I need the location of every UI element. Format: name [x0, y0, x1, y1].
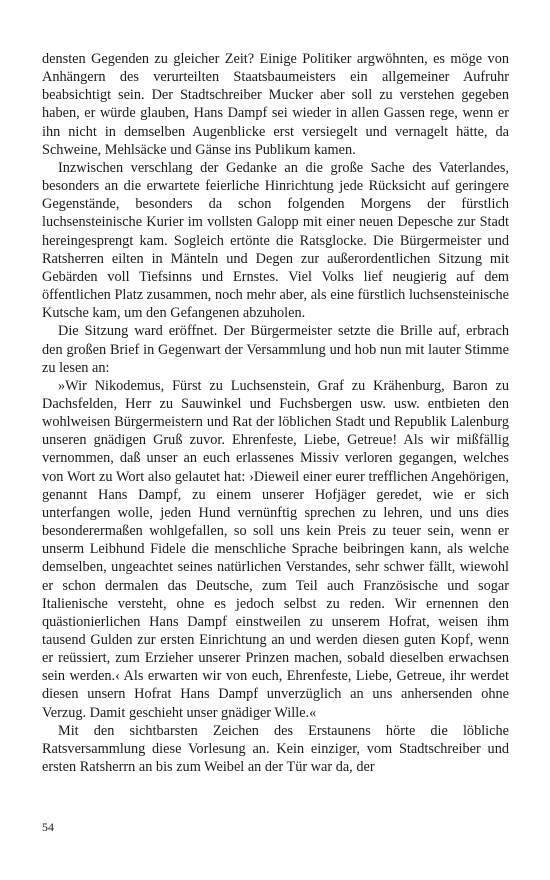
body-text	[42, 50, 509, 776]
paragraph-continuation: densten Gegenden zu gleicher Zeit? Einige Politiker argwöhnten, es möge von Anhängern des verurteilten Staatsbaumeisters ein allgemeiner Aufruhr beabsichtigt sein. Der Stadtschreiber Mucker aber soll zu verstehen gegeben haben, er würde glauben, Hans Dampf sei wieder in allen Gassen rege, wenn er ihn nicht in demselben Augenblicke erst versiegelt und vernagelt hätte, da Schweine, Mehlsäcke und Gänse ins Publikum kamen.	[42, 51, 509, 158]
paragraph-messenger: Inzwischen verschlang der Gedanke an die große Sache des Vaterlandes, besonders an die erwartete feierliche Hinrichtung jede Rücksicht auf geringere Gegenstände, besonders da schon folgenden Morgens der fürstlich luchsensteinische Kurier im vollsten Galopp mit einer neuen Depesche zur Stadt hereingesprengt kam. Sogleich ertönte die Ratsglocke. Die Bürgermeister und Ratsherren eilten in Mänteln und Degen zur außerordentlichen Sitzung mit Gebärden voll Tiefsinns und Ernstes. Viel Volks lief neugierig auf dem öffentlichen Platz zusammen, noch mehr aber, als eine fürstlich luchsensteinische Kutsche kam, um den Gefangenen abzuholen.	[42, 159, 509, 322]
paragraph-astonishment: Mit den sichtbarsten Zeichen des Erstaunens hörte die löbliche Ratsversammlung diese Vorlesung an. Kein einziger, vom Stadtschreiber und ersten Ratsherrn an bis zum Weibel an der Tür war da, der	[42, 722, 509, 776]
paragraph-session-opened: Die Sitzung ward eröffnet. Der Bürgermeister setzte die Brille auf, erbrach den großen Brief in Gegenwart der Versammlung und hob nun mit lauter Stimme zu lesen an:	[42, 323, 509, 376]
page-number: 54	[42, 820, 54, 834]
paragraph-letter: »Wir Nikodemus, Fürst zu Luchsenstein, Graf zu Krähenburg, Baron zu Dachsfelden, Herr zu Sauwinkel und Fuchsbergen usw. usw. entbieten den wohlweisen Bürgermeistern und Rat der löblichen Stadt und Republik Lalenburg unseren gnädigen Gruß zuvor. Ehrenfeste, Liebe, Getreue! Als wir mißfällig vernommen, daß unser an euch erlassenes Missiv verloren gegangen, welches von Wort zu Wort also gelautet hat: ›Dieweil einer eurer trefflichen Angehörigen, genannt Hans Dampf, zu einem unserer Hofjäger geredet, wie er sich unterfangen wolle, jeden Hund vernünftig sprechen zu lehren, und uns dies besonderermaßen wohlgefallen, so soll uns kein Preis zu teuer sein, wenn er unserm Leibhund Fidele die menschliche Sprache beibringen kann, als welche demselben, ungeachtet seines natürlichen Verstandes, sehr schwer fällt, wiewohl er schon dermalen das Deutsche, zum Teil auch Französische und sogar Italienische versteht, ohne es jedoch selbst zu reden. Wir ernennen den quästionierlichen Hans Dampf einstweilen zu unserem Hofrat, weisen ihm tausend Gulden zur ersten Einrichtung an und werden diesen guten Kopf, wenn er reüssiert, zum Erzieher unserer Prinzen machen, sobald dieselben erwachsen sein werden.‹ Als erwarten wir von euch, Ehrenfeste, Liebe, Getreue, ihr werdet diesen unsern Hofrat Hans Dampf unverzüglich an uns anhersenden ohne Verzug. Damit geschieht unser gnädiger Wille.«	[42, 377, 509, 721]
